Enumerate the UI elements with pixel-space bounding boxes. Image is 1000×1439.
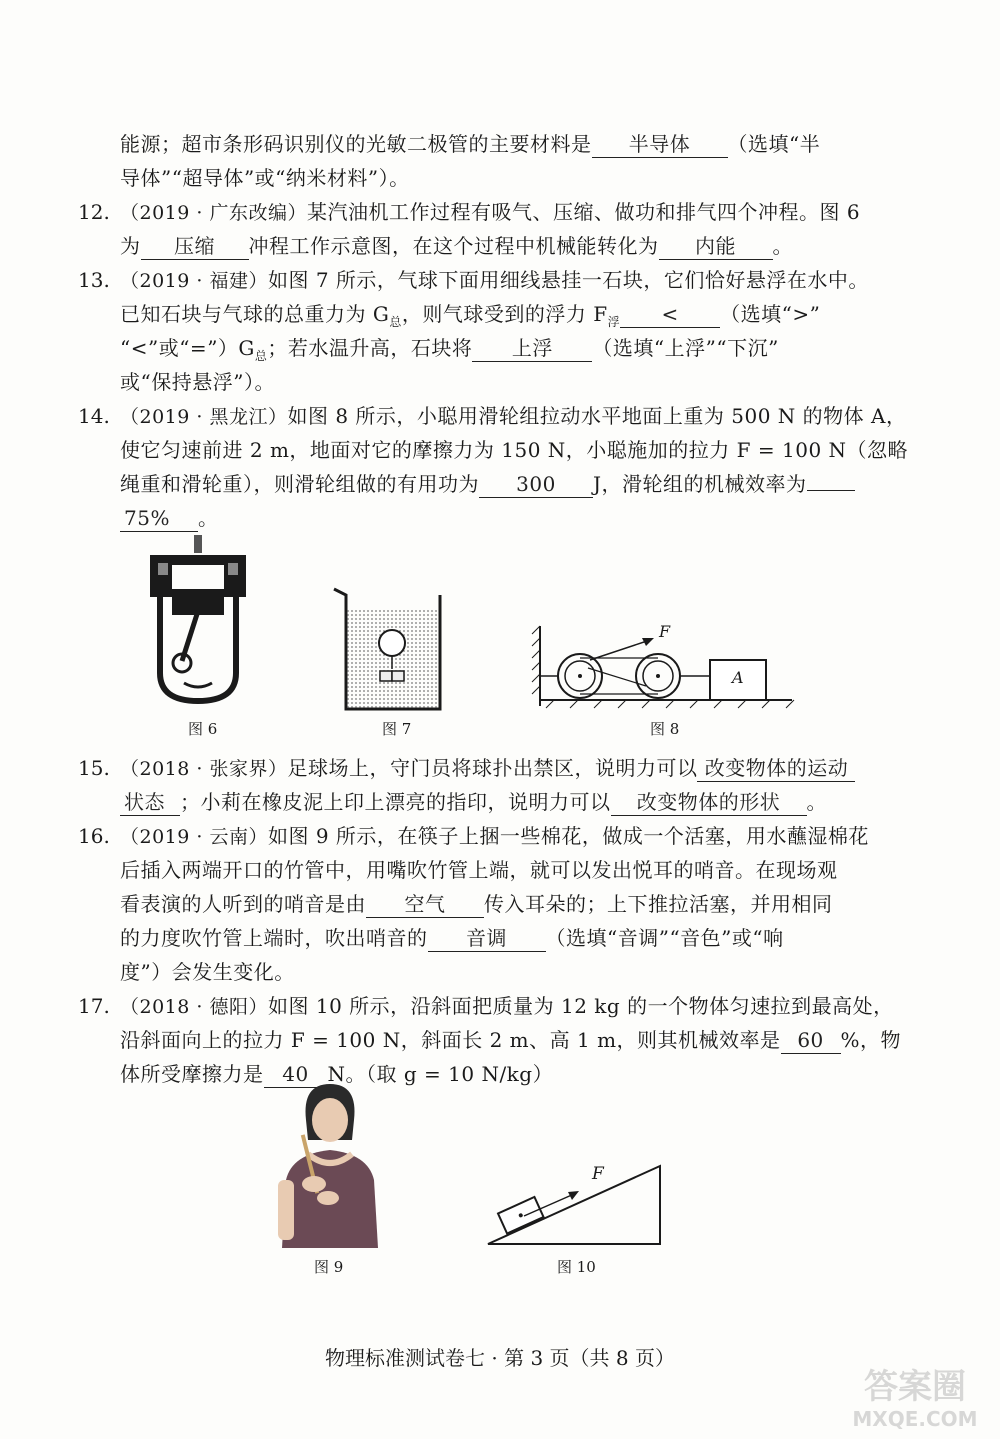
figure-8-caption: 图 8 [650, 720, 680, 738]
q17-text-a: 沿斜面向上的拉力 F = 100 N，斜面长 2 m、高 1 m，则其机械效率是 [120, 1028, 781, 1052]
q12-line2 [120, 230, 860, 262]
watermark-line2: MXQE.COM [852, 1407, 978, 1431]
q13-sub-float: 浮 [607, 315, 621, 329]
q17-answer2-blank: 40 [264, 1061, 328, 1088]
q16-text-d: （选填“音调”“音色”或“响 [545, 926, 784, 950]
q13-text-d: “<”或“=”）G [120, 336, 255, 360]
q12-text-c: 。 [772, 234, 793, 258]
q16-line4 [120, 922, 860, 954]
q13-answer1-blank: < [620, 301, 720, 328]
q13-text-e: ；若水温升高，石块将 [267, 336, 473, 360]
q14-text-a: 绳重和滑轮重），则滑轮组做的有用功为 [120, 472, 479, 496]
q17-text-b: %，物 [840, 1028, 902, 1052]
figure-7-caption: 图 7 [382, 720, 412, 738]
q14-answer2-blank-start [807, 490, 855, 491]
q16-answer2-blank: 音调 [428, 925, 546, 952]
figure-8-block-label: A [732, 668, 744, 687]
q16-line2: 后插入两端开口的竹管中，用嘴吹竹管上端，就可以发出悦耳的哨音。在现场观 [120, 858, 838, 882]
q16-source: （2019 · 云南） [120, 826, 268, 848]
q16-text-b: 传入耳朵的；上下推拉活塞，并用相同 [484, 892, 833, 916]
q11-line1 [120, 128, 860, 160]
q13-text-f: （选填“上浮”“下沉” [592, 336, 779, 360]
q16-number: 16. [78, 824, 110, 848]
q12-line1 [120, 196, 860, 229]
q15-answer2-blank: 改变物体的形状 [611, 789, 807, 816]
q17-source: （2018 · 德阳） [120, 996, 268, 1018]
q12-number: 12. [78, 200, 110, 224]
page-footer: 物理标准测试卷七 · 第 3 页（共 8 页） [325, 1346, 675, 1370]
figure-7-beaker-diagram [330, 585, 450, 713]
q15-text-a: 足球场上，守门员将球扑出禁区，说明力可以 [287, 756, 698, 780]
q17-number: 17. [78, 994, 110, 1018]
q17-text-d: N。（取 g = 10 N/kg） [327, 1062, 554, 1086]
q17-line2 [120, 1024, 902, 1056]
q11-line2: 导体”“超导体”或“纳米材料”）。 [120, 166, 410, 190]
q15-line2 [120, 786, 860, 818]
figure-9-performer-photo [268, 1080, 388, 1248]
q14-text: 如图 8 所示，小聪用滑轮组拉动水平地面上重为 500 N 的物体 A， [287, 404, 907, 428]
q14-number: 14. [78, 404, 110, 428]
q17-text: 如图 10 所示，沿斜面把质量为 12 kg 的一个物体匀速拉到最高处， [267, 994, 894, 1018]
q15-line1 [120, 752, 860, 785]
q13-text-b: ，则气球受到的浮力 F [401, 302, 608, 326]
q15-source: （2018 · 张家界） [120, 758, 288, 780]
q16-text-a: 看表演的人听到的哨音是由 [120, 892, 366, 916]
q16-line1 [120, 820, 869, 853]
q17-answer1-blank: 60 [781, 1027, 841, 1054]
q16-text-c: 的力度吹竹管上端时，吹出哨音的 [120, 926, 428, 950]
q14-source: （2019 · 黑龙江） [120, 406, 288, 428]
q13-number: 13. [78, 268, 110, 292]
q12-text-b: 冲程工作示意图，在这个过程中机械能转化为 [248, 234, 659, 258]
q15-text-c: 。 [806, 790, 827, 814]
q13-sub-total2: 总 [254, 349, 268, 363]
q12-source: （2019 · 广东改编） [120, 202, 307, 224]
watermark-logo [840, 1362, 990, 1432]
q11-text: 能源；超市条形码识别仪的光敏二极管的主要材料是 [120, 132, 592, 156]
q15-text-b: ；小莉在橡皮泥上印上漂亮的指印，说明力可以 [180, 790, 611, 814]
figure-8-force-label: F [659, 622, 671, 641]
watermark-line1: 答案圈 [864, 1367, 966, 1407]
q14-line3 [120, 468, 860, 500]
q15-answer1-blank-part2: 状态 [120, 789, 180, 816]
q13-sub-total: 总 [389, 315, 402, 329]
figure-6-engine-diagram [148, 533, 248, 713]
figure-10-caption: 图 10 [557, 1258, 596, 1276]
q16-line5: 度”）会发生变化。 [120, 960, 295, 984]
q17-text-c: 体所受摩擦力是 [120, 1062, 264, 1086]
q13-text-a: 已知石块与气球的总重力为 G [120, 302, 390, 326]
q15-answer1-blank-part1: 改变物体的运动 [697, 755, 855, 782]
q13-line4: 或“保持悬浮”）。 [120, 370, 275, 394]
q11-text-end: （选填“半 [727, 132, 821, 156]
q14-answer2-blank: 75% [120, 505, 198, 532]
q12-answer2-blank: 内能 [659, 233, 773, 260]
q17-line3 [120, 1058, 860, 1090]
q11-answer-blank: 半导体 [592, 131, 728, 158]
q16-line3 [120, 888, 860, 920]
q12-answer1-blank: 压缩 [141, 233, 249, 260]
q14-text-b: J，滑轮组的机械效率为 [593, 472, 807, 496]
q14-text-c: 。 [198, 506, 219, 530]
q12-text-a: 为 [120, 234, 141, 258]
q13-text-c: （选填“>” [720, 302, 821, 326]
q16-text: 如图 9 所示，在筷子上捆一些棉花，做成一个活塞，用水蘸湿棉花 [267, 824, 869, 848]
figure-10-incline-diagram [484, 1160, 664, 1248]
q13-answer2-blank: 上浮 [472, 335, 592, 362]
q17-line1 [120, 990, 894, 1023]
q13-text: 如图 7 所示，气球下面用细线悬挂一石块，它们恰好悬浮在水中。 [267, 268, 869, 292]
q13-line1 [120, 264, 869, 297]
q14-line1 [120, 400, 907, 433]
figure-9-caption: 图 9 [314, 1258, 344, 1276]
figure-6-caption: 图 6 [188, 720, 218, 738]
q12-text: 某汽油机工作过程有吸气、压缩、做功和排气四个冲程。图 6 [306, 200, 861, 224]
q14-line2: 使它匀速前进 2 m，地面对它的摩擦力为 150 N，小聪施加的拉力 F = 100 N（忽略 [120, 438, 909, 462]
q13-source: （2019 · 福建） [120, 270, 268, 292]
figure-10-force-label: F [592, 1164, 604, 1184]
q14-answer1-blank: 300 [479, 471, 593, 498]
q15-number: 15. [78, 756, 110, 780]
q14-line4 [120, 502, 860, 534]
q16-answer1-blank: 空气 [366, 891, 484, 918]
